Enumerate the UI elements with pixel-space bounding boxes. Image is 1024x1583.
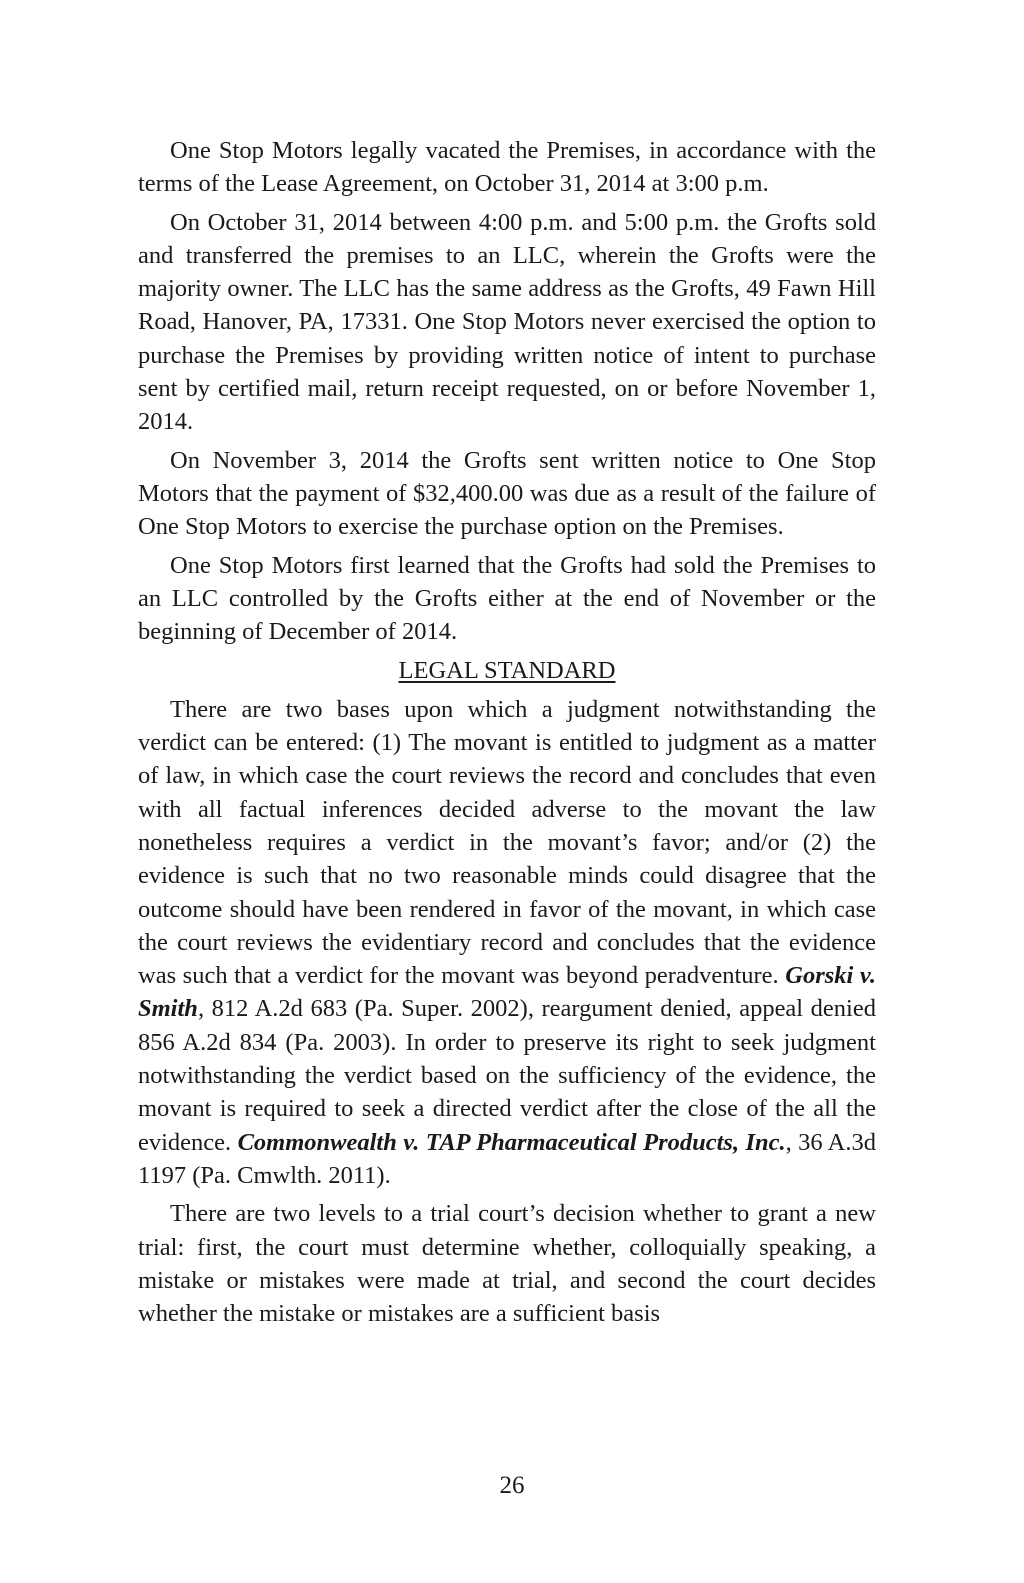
paragraph-jnov-standard [138,693,876,1192]
paragraph-learned: One Stop Motors first learned that the Grofts had sold the Premises to an LLC controlled by the Grofts either at the end of November or the beginning of December of 2014. [138,551,876,646]
case-citation-gorski: Gorski v. Smith [138,962,876,1023]
paragraph-vacated: One Stop Motors legally vacated the Premises, in accordance with the terms of the Lease Agreement, on October 31, 2014 at 3:00 p.m. [138,137,876,198]
case-citation-tap: Commonwealth v. TAP Pharmaceutical Products, Inc. [237,1128,786,1156]
jnov-text-3: , 36 A.3d 1197 (Pa. Cmwlth. 2011). [138,1128,877,1189]
paragraph-new-trial: There are two levels to a trial court’s decision whether to grant a new trial: first, the court must determine whether, colloquially speaking, a mistake or mistakes were made at trial, and second the court decides whether the mistake or mistakes are a sufficient basis [138,1200,876,1328]
page-number: 26 [499,1472,525,1499]
jnov-text-1: There are two bases upon which a judgment notwithstanding the verdict can be entered: (1) The movant is entitled to judgment as a matter of law, in which case the court reviews the record and concludes that even with all factual inferences decided adverse to the movant the law nonetheless requires a verdict in the movant’s favor; and/or (2) the evidence is such that no two reasonable minds could disagree that the outcome should have been rendered in favor of the movant, in which case the court reviews the evidentiary record and concludes that the evidence was such that a verdict for the movant was beyond peradventure. [138,695,876,990]
jnov-text-2: , 812 A.2d 683 (Pa. Super. 2002), reargument denied, appeal denied 856 A.2d 834 (Pa. 2003). In order to preserve its right to seek judgment notwithstanding the verdict based on the sufficiency of the evidence, the movant is required to seek a directed verdict after the close of the all the evidence. [138,995,876,1156]
paragraph-sale-to-llc: On October 31, 2014 between 4:00 p.m. and 5:00 p.m. the Grofts sold and transferred the premises to an LLC, wherein the Grofts were the majority owner. The LLC has the same address as the Grofts, 49 Fawn Hill Road, Hanover, PA, 17331. One Stop Motors never exercised the option to purchase the Premises by providing written notice of intent to purchase sent by certified mail, return receipt requested, on or before November 1, 2014. [138,208,876,436]
section-heading: LEGAL STANDARD [398,657,616,685]
document-page [138,134,876,1335]
paragraph-notice: On November 3, 2014 the Grofts sent written notice to One Stop Motors that the payment of $32,400.00 was due as a result of the failure of One Stop Motors to exercise the purchase option on the Premises. [138,446,876,541]
